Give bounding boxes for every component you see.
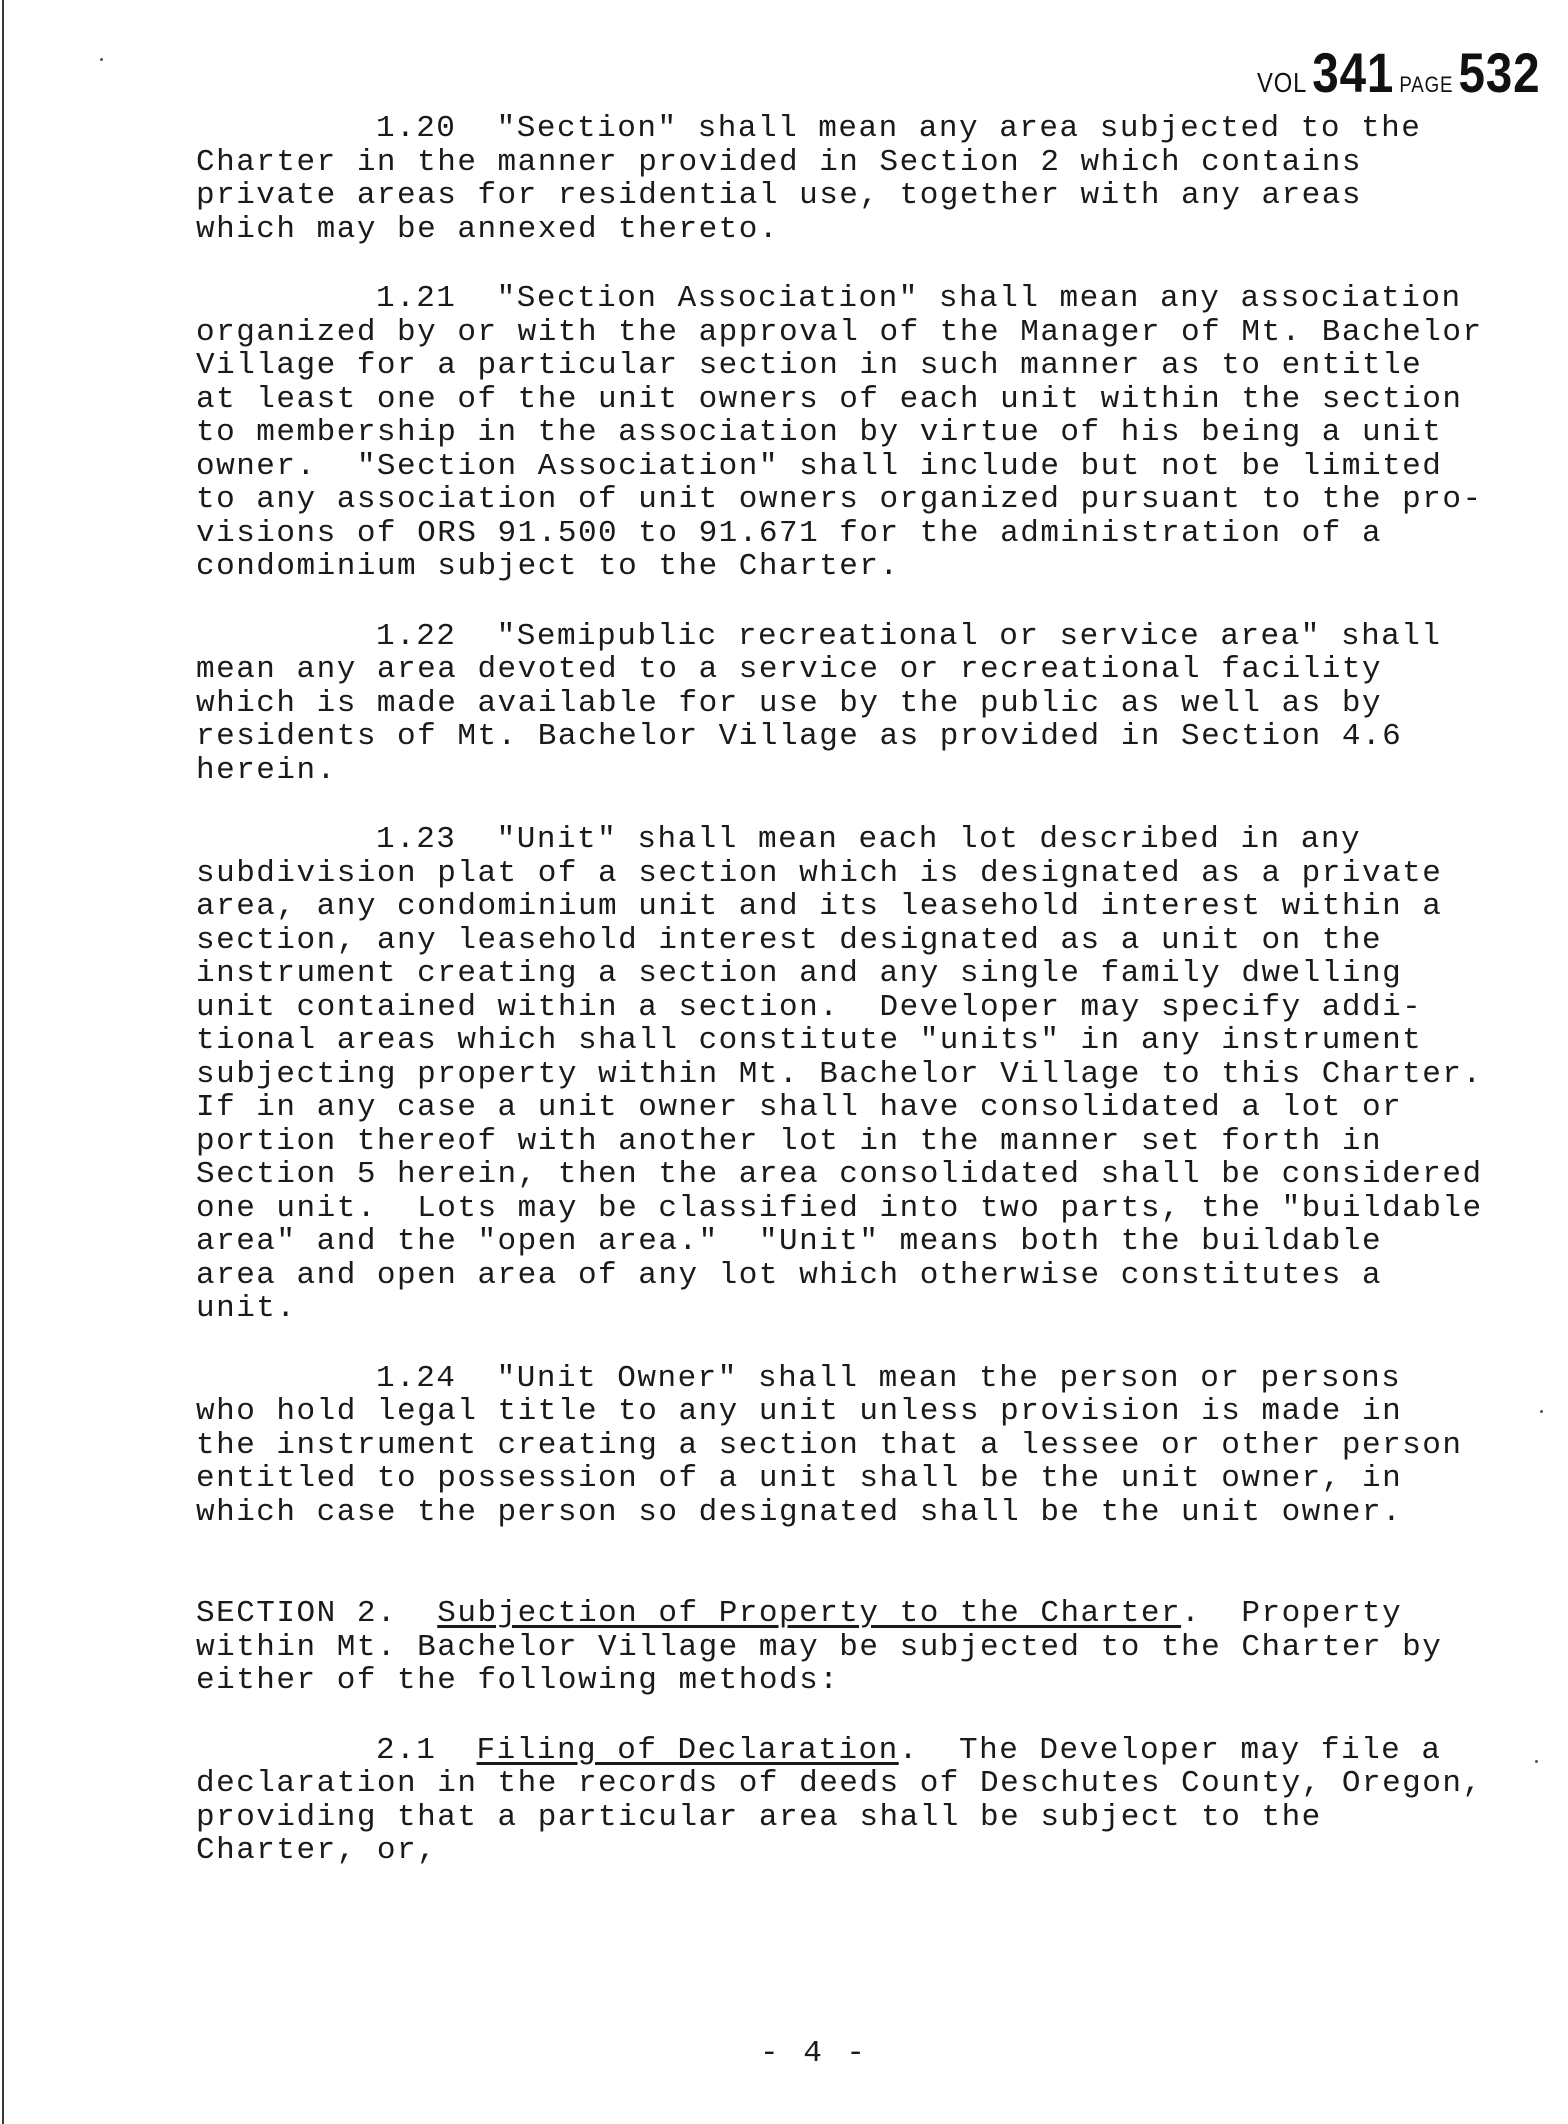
- document-body: [196, 112, 1516, 1904]
- section-title: Subjection of Property to the Charter: [437, 1596, 1182, 1631]
- paragraph-number: 1.21: [376, 281, 457, 316]
- paragraph-text: subdivision plat of a section which is designated as a private area, any condominium unit and its leasehold interest within a section, any leasehold interest designated as a unit on the instrument creating a section and any single family dwelling unit contained within a section. Developer may specify addi- tional areas which shall constitute "units" in any instrument subjecting property within Mt. Bachelor Village to this Charter. If in any case a unit owner shall have consolidated a lot or portion thereof with another lot in the manner set forth in Section 5 herein, then the area consolidated shall be considered one unit. Lots may be classified into two parts, the "buildable area" and the "open area." "Unit" means both the buildable area and open area of any lot which otherwise constitutes a unit.: [196, 855, 1483, 1326]
- paragraph-first-line: "Section Association" shall mean any association: [496, 281, 1462, 316]
- scan-speck: [1540, 1410, 1543, 1413]
- paragraph-text: Charter in the manner provided in Section 2 which contains private areas for residential use, together with any areas which may be annexed thereto.: [196, 144, 1362, 247]
- page-number: 532: [1458, 41, 1540, 104]
- paragraph-text: mean any area devoted to a service or recreational facility which is made available for use by the public as well as by residents of Mt. Bachelor Village as provided in Section 4.6 herein.: [196, 652, 1403, 788]
- scan-speck: [1535, 1760, 1538, 1763]
- section-heading-paragraph: [196, 1597, 1516, 1698]
- paragraph-first-line: "Unit Owner" shall mean the person or persons: [496, 1360, 1402, 1396]
- paragraph-text: who hold legal title to any unit unless provision is made in the instrument creating a section that a lessee or other person entitled to possession of a unit shall be the unit owner, in which case the person so designated shall be the unit owner.: [196, 1394, 1463, 1530]
- clause-paragraph: [196, 1734, 1516, 1868]
- scan-speck: [100, 58, 103, 61]
- vol-label: VOL: [1256, 67, 1307, 98]
- paragraph-text: organized by or with the approval of the Manager of Mt. Bachelor Village for a particular section in such manner as to entitle at least one of the unit owners of each unit within the section to membership in the association by virtue of his being a unit owner. "Section Association" shall include but not be limited to any association of unit owners organized pursuant to the pro- visions of ORS 91.500 to 91.671 for the administration of a condominium subject to the Charter.: [196, 314, 1483, 584]
- page-footer-number: - 4 -: [759, 2036, 868, 2071]
- section-text: within Mt. Bachelor Village may be subjected to the Charter by either of the following methods:: [196, 1629, 1443, 1698]
- definition-paragraph: [196, 1362, 1516, 1530]
- paragraph-number: 1.20: [376, 111, 457, 146]
- scan-edge-line: [2, 0, 4, 2124]
- clause-number: 2.1: [376, 1732, 437, 1768]
- clause-text: declaration in the records of deeds of Deschutes County, Oregon, providing that a particular area shall be subject to the Charter, or,: [196, 1766, 1483, 1868]
- definition-paragraph: [196, 823, 1516, 1326]
- page-label: PAGE: [1398, 72, 1453, 97]
- vol-number: 341: [1311, 41, 1394, 104]
- volume-page-stamp: [1257, 40, 1540, 105]
- section-title-trail: . Property: [1181, 1596, 1403, 1631]
- definition-paragraph: [196, 112, 1516, 246]
- clause-title-trail: . The Developer may file a: [898, 1732, 1442, 1768]
- definition-paragraph: [196, 282, 1516, 584]
- paragraph-first-line: "Semipublic recreational or service area" shall: [496, 618, 1442, 654]
- paragraph-first-line: "Unit" shall mean each lot described in any: [496, 822, 1362, 857]
- clause-title: Filing of Declaration: [476, 1732, 899, 1768]
- paragraph-first-line: "Section" shall mean any area subjected to the: [496, 111, 1422, 146]
- section-label: SECTION 2.: [196, 1596, 398, 1631]
- paragraph-number: 1.23: [376, 822, 457, 857]
- paragraph-number: 1.22: [376, 618, 457, 654]
- definition-paragraph: [196, 620, 1516, 788]
- paragraph-number: 1.24: [376, 1360, 457, 1396]
